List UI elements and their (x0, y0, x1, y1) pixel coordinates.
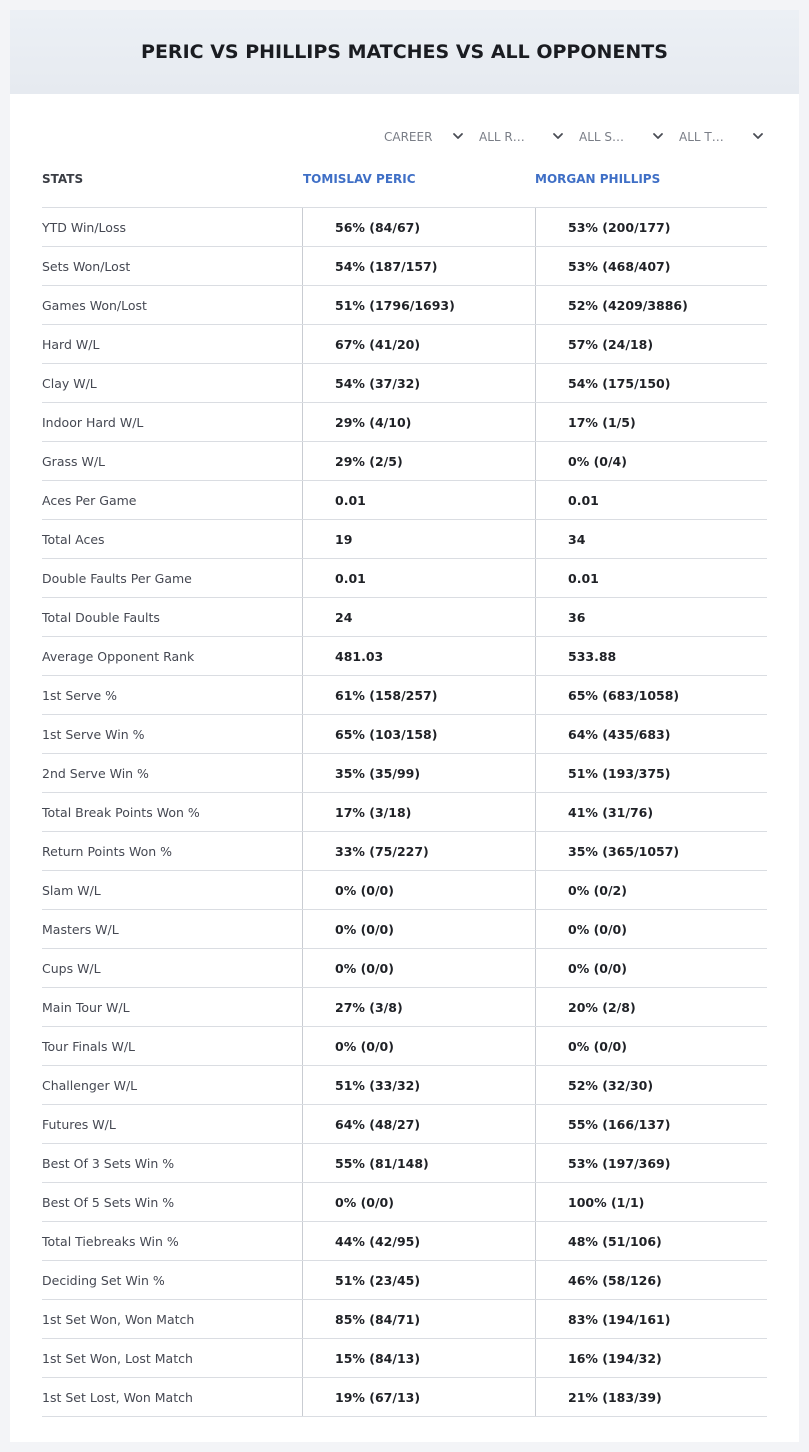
filter-period-value: CAREER (384, 130, 433, 144)
player2-value: 52% (32/30) (535, 1066, 767, 1104)
stat-label: 1st Set Won, Lost Match (42, 1350, 193, 1366)
stat-label: Challenger W/L (42, 1077, 138, 1093)
filter-round-select[interactable] (479, 126, 564, 148)
table-row (42, 910, 767, 949)
table-row (42, 988, 767, 1027)
table-row (42, 208, 767, 247)
stat-label: Double Faults Per Game (42, 570, 192, 586)
table-header (42, 160, 767, 208)
player2-value: 100% (1/1) (535, 1183, 767, 1221)
player2-value: 41% (31/76) (535, 793, 767, 831)
stat-label: 1st Set Lost, Won Match (42, 1389, 193, 1405)
player2-value: 17% (1/5) (535, 403, 767, 441)
player2-value: 53% (197/369) (535, 1144, 767, 1182)
column-header-stats: STATS (42, 172, 84, 186)
stat-label: Slam W/L (42, 882, 101, 898)
page-header (10, 10, 799, 94)
table-row (42, 1300, 767, 1339)
player2-value: 53% (200/177) (535, 208, 767, 246)
player2-value: 64% (435/683) (535, 715, 767, 753)
stat-label: Grass W/L (42, 453, 106, 469)
stat-label: 1st Serve % (42, 687, 118, 703)
table-row (42, 1105, 767, 1144)
player1-value: 0% (0/0) (302, 871, 535, 909)
stat-label: Total Aces (42, 531, 105, 547)
player1-value: 54% (187/157) (302, 247, 535, 285)
player1-value: 64% (48/27) (302, 1105, 535, 1143)
filter-tournament-select[interactable] (679, 126, 764, 148)
table-row (42, 715, 767, 754)
table-row (42, 754, 767, 793)
player2-value: 0% (0/0) (535, 910, 767, 948)
table-row (42, 1261, 767, 1300)
player2-value: 34 (535, 520, 767, 558)
stat-label: YTD Win/Loss (42, 219, 126, 235)
player1-value: 51% (33/32) (302, 1066, 535, 1104)
player1-value: 67% (41/20) (302, 325, 535, 363)
stat-label: Total Double Faults (42, 609, 160, 625)
table-row (42, 1222, 767, 1261)
stat-label: Return Points Won % (42, 843, 173, 859)
player1-value: 15% (84/13) (302, 1339, 535, 1377)
player2-value: 20% (2/8) (535, 988, 767, 1026)
player1-value: 17% (3/18) (302, 793, 535, 831)
stat-label: Indoor Hard W/L (42, 414, 144, 430)
player2-value: 55% (166/137) (535, 1105, 767, 1143)
stat-label: 1st Set Won, Won Match (42, 1311, 195, 1327)
table-body (42, 208, 767, 1417)
player2-value: 0% (0/0) (535, 1027, 767, 1065)
table-row (42, 364, 767, 403)
player1-value: 56% (84/67) (302, 208, 535, 246)
stat-label: Sets Won/Lost (42, 258, 131, 274)
filter-surface-value: ALL S… (579, 130, 625, 144)
player2-value: 52% (4209/3886) (535, 286, 767, 324)
table-row (42, 1339, 767, 1378)
table-row (42, 247, 767, 286)
chevron-down-icon (552, 130, 564, 142)
player1-value: 27% (3/8) (302, 988, 535, 1026)
player1-value: 481.03 (302, 637, 535, 675)
player1-value: 51% (1796/1693) (302, 286, 535, 324)
table-row (42, 481, 767, 520)
table-row (42, 832, 767, 871)
filter-bar (10, 126, 799, 148)
player2-value: 0% (0/4) (535, 442, 767, 480)
stat-label: Total Break Points Won % (42, 804, 200, 820)
column-header-player1[interactable]: TOMISLAV PERIC (303, 172, 416, 186)
table-row (42, 1378, 767, 1417)
player2-value: 46% (58/126) (535, 1261, 767, 1299)
stat-label: 2nd Serve Win % (42, 765, 149, 781)
player2-value: 0.01 (535, 559, 767, 597)
player2-value: 51% (193/375) (535, 754, 767, 792)
player1-value: 29% (2/5) (302, 442, 535, 480)
table-row (42, 442, 767, 481)
player2-value: 21% (183/39) (535, 1378, 767, 1416)
player1-value: 55% (81/148) (302, 1144, 535, 1182)
table-row (42, 949, 767, 988)
stat-label: Best Of 3 Sets Win % (42, 1155, 175, 1171)
player2-value: 83% (194/161) (535, 1300, 767, 1338)
player1-value: 19% (67/13) (302, 1378, 535, 1416)
table-row (42, 637, 767, 676)
stat-label: Average Opponent Rank (42, 648, 195, 664)
stat-label: 1st Serve Win % (42, 726, 145, 742)
table-row (42, 793, 767, 832)
chevron-down-icon (652, 130, 664, 142)
filter-tournament-value: ALL T… (679, 130, 724, 144)
filter-round-value: ALL R… (479, 130, 525, 144)
player2-value: 48% (51/106) (535, 1222, 767, 1260)
player1-value: 0% (0/0) (302, 910, 535, 948)
stat-label: Clay W/L (42, 375, 97, 391)
stat-label: Main Tour W/L (42, 999, 130, 1015)
page-title: PERIC VS PHILLIPS MATCHES VS ALL OPPONENTS (141, 41, 668, 63)
stat-label: Games Won/Lost (42, 297, 147, 313)
player1-value: 0% (0/0) (302, 949, 535, 987)
player1-value: 33% (75/227) (302, 832, 535, 870)
stat-label: Masters W/L (42, 921, 119, 937)
stat-label: Aces Per Game (42, 492, 137, 508)
player2-value: 0.01 (535, 481, 767, 519)
player2-value: 54% (175/150) (535, 364, 767, 402)
stats-table (42, 160, 767, 1417)
player2-value: 16% (194/32) (535, 1339, 767, 1377)
filter-period-select[interactable] (384, 126, 464, 148)
player2-value: 0% (0/0) (535, 949, 767, 987)
player1-value: 61% (158/257) (302, 676, 535, 714)
stat-label: Best Of 5 Sets Win % (42, 1194, 175, 1210)
stats-card (10, 10, 799, 1442)
table-row (42, 325, 767, 364)
table-row (42, 403, 767, 442)
player1-value: 0.01 (302, 481, 535, 519)
stat-label: Futures W/L (42, 1116, 116, 1132)
table-row (42, 1066, 767, 1105)
player1-value: 85% (84/71) (302, 1300, 535, 1338)
chevron-down-icon (752, 130, 764, 142)
table-row (42, 598, 767, 637)
chevron-down-icon (452, 130, 464, 142)
player1-value: 35% (35/99) (302, 754, 535, 792)
stat-label: Cups W/L (42, 960, 101, 976)
player2-value: 0% (0/2) (535, 871, 767, 909)
player2-value: 53% (468/407) (535, 247, 767, 285)
player1-value: 51% (23/45) (302, 1261, 535, 1299)
table-row (42, 1183, 767, 1222)
table-row (42, 286, 767, 325)
player2-value: 35% (365/1057) (535, 832, 767, 870)
filter-surface-select[interactable] (579, 126, 664, 148)
player2-value: 533.88 (535, 637, 767, 675)
stat-label: Tour Finals W/L (42, 1038, 136, 1054)
player1-value: 0.01 (302, 559, 535, 597)
player1-value: 0% (0/0) (302, 1027, 535, 1065)
table-row (42, 1027, 767, 1066)
stat-label: Hard W/L (42, 336, 100, 352)
player2-value: 65% (683/1058) (535, 676, 767, 714)
table-row (42, 520, 767, 559)
player1-value: 24 (302, 598, 535, 636)
table-row (42, 871, 767, 910)
player1-value: 29% (4/10) (302, 403, 535, 441)
table-row (42, 676, 767, 715)
player1-value: 54% (37/32) (302, 364, 535, 402)
table-row (42, 559, 767, 598)
player1-value: 0% (0/0) (302, 1183, 535, 1221)
player1-value: 65% (103/158) (302, 715, 535, 753)
column-header-player2[interactable]: MORGAN PHILLIPS (535, 172, 661, 186)
table-row (42, 1144, 767, 1183)
player1-value: 19 (302, 520, 535, 558)
stat-label: Total Tiebreaks Win % (42, 1233, 179, 1249)
player1-value: 44% (42/95) (302, 1222, 535, 1260)
player2-value: 57% (24/18) (535, 325, 767, 363)
stat-label: Deciding Set Win % (42, 1272, 165, 1288)
player2-value: 36 (535, 598, 767, 636)
